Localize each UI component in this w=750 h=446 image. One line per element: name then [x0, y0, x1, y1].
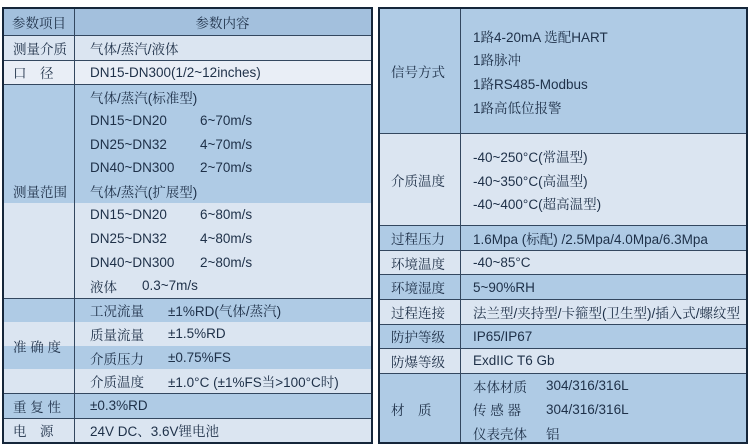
spec-text: 气体/蒸汽/液体 — [90, 41, 179, 57]
spec-text: -40~85°C — [473, 255, 531, 271]
spec-text: ±0.3%RD — [90, 398, 148, 414]
spec-text: 5~90%RH — [473, 279, 535, 295]
section-medium-temperature — [380, 133, 746, 225]
spec-text: IP65/IP67 — [473, 328, 533, 344]
spec-text: DN40~DN300 — [90, 254, 175, 270]
spec-text: -40~250°C(常温型) — [473, 150, 588, 166]
spec-text: 液体 — [90, 279, 117, 295]
spec-text: DN15~DN20 — [90, 113, 167, 129]
spec-text: 传 感 器 — [473, 403, 522, 419]
left-parameter-table — [2, 7, 373, 444]
spec-value: 2~80m/s — [200, 254, 253, 270]
spec-value: 4~70m/s — [200, 136, 253, 152]
spec-text: 1路RS485-Modbus — [473, 76, 588, 92]
table-header-row — [4, 9, 371, 36]
row-label: 重 复 性 — [13, 399, 62, 415]
section-ambient-humidity — [380, 274, 746, 299]
section-material — [380, 373, 746, 444]
spec-value: ±1.0°C (±1%FS当>100°C时) — [168, 375, 339, 391]
row-label: 介质温度 — [391, 173, 445, 189]
row-label: 环境温度 — [391, 256, 445, 272]
spec-text: 24V DC、3.6V锂电池 — [90, 424, 220, 440]
spec-text: DN25~DN32 — [90, 136, 167, 152]
spec-value: ±0.75%FS — [168, 350, 231, 366]
spec-value: 6~80m/s — [200, 207, 253, 223]
spec-text: 介质温度 — [90, 375, 144, 391]
section-explosion-proof — [380, 348, 746, 373]
row-label: 材 质 — [391, 403, 432, 419]
spec-text: 气体/蒸汽(标准型) — [90, 90, 198, 106]
spec-text: DN25~DN32 — [90, 231, 167, 247]
spec-text: 1路4-20mA 选配HART — [473, 29, 608, 45]
row-label: 过程压力 — [391, 231, 445, 247]
section-signal-output — [380, 9, 746, 133]
section-ambient-temperature — [380, 250, 746, 275]
spec-text: 介质压力 — [90, 351, 144, 367]
spec-text: DN40~DN300 — [90, 160, 175, 176]
spec-text: 1路脉冲 — [473, 53, 522, 69]
spec-value: 4~80m/s — [200, 231, 253, 247]
spec-text: 法兰型/夹持型/卡箍型(卫生型)/插入式/螺纹型 — [473, 305, 740, 321]
spec-text: DN15-DN300(1/2~12inches) — [90, 64, 261, 80]
row-label: 环境湿度 — [391, 281, 445, 297]
spec-text: 气体/蒸汽(扩展型) — [90, 185, 198, 201]
row-label: 防爆等级 — [391, 354, 445, 370]
header-parameter-item: 参数项目 — [12, 16, 66, 31]
section-repeatability — [4, 393, 371, 418]
row-label: 准 确 度 — [13, 339, 62, 355]
row-label: 过程连接 — [391, 305, 445, 321]
spec-text: ExdIIC T6 Gb — [473, 353, 555, 369]
spec-text: -40~350°C(高温型) — [473, 173, 588, 189]
column-divider — [74, 9, 75, 442]
spec-text: 1.6Mpa (标配) /2.5Mpa/4.0Mpa/6.3Mpa — [473, 231, 708, 247]
section-measuring-range — [4, 84, 371, 297]
spec-value: 304/316/316L — [546, 378, 629, 394]
spec-value: 2~70m/s — [200, 160, 253, 176]
right-parameter-table — [378, 7, 748, 444]
column-divider — [460, 9, 461, 442]
row-label: 电 源 — [13, 424, 54, 440]
spec-text: 仪表壳体 — [473, 426, 527, 442]
section-accuracy — [4, 298, 371, 393]
section-ingress-protection — [380, 324, 746, 349]
row-label: 测量介质 — [13, 41, 67, 57]
header-parameter-content: 参数内容 — [195, 16, 250, 31]
section-process-pressure — [380, 225, 746, 250]
spec-text: 本体材质 — [473, 379, 527, 395]
spec-value: 0.3~7m/s — [142, 278, 198, 294]
spec-text: 1路高低位报警 — [473, 100, 562, 116]
spec-value: 6~70m/s — [200, 113, 253, 129]
spec-text: DN15~DN20 — [90, 207, 167, 223]
section-diameter — [4, 60, 371, 85]
spec-text: -40~400°C(超高温型) — [473, 197, 602, 213]
row-label: 信号方式 — [391, 65, 445, 81]
row-label: 口 径 — [13, 66, 54, 82]
spec-text: 工况流量 — [90, 304, 144, 320]
section-power-supply — [4, 418, 371, 443]
spec-value: ±1.5%RD — [168, 326, 226, 342]
spec-value: 铝 — [546, 426, 560, 442]
row-label: 防护等级 — [391, 330, 445, 346]
spec-value: ±1%RD(气体/蒸汽) — [168, 304, 282, 320]
row-label: 测量范围 — [13, 185, 67, 201]
section-measuring-medium — [4, 36, 371, 60]
section-process-connection — [380, 299, 746, 324]
spec-text: 质量流量 — [90, 327, 144, 343]
spec-value: 304/316/316L — [546, 401, 629, 417]
